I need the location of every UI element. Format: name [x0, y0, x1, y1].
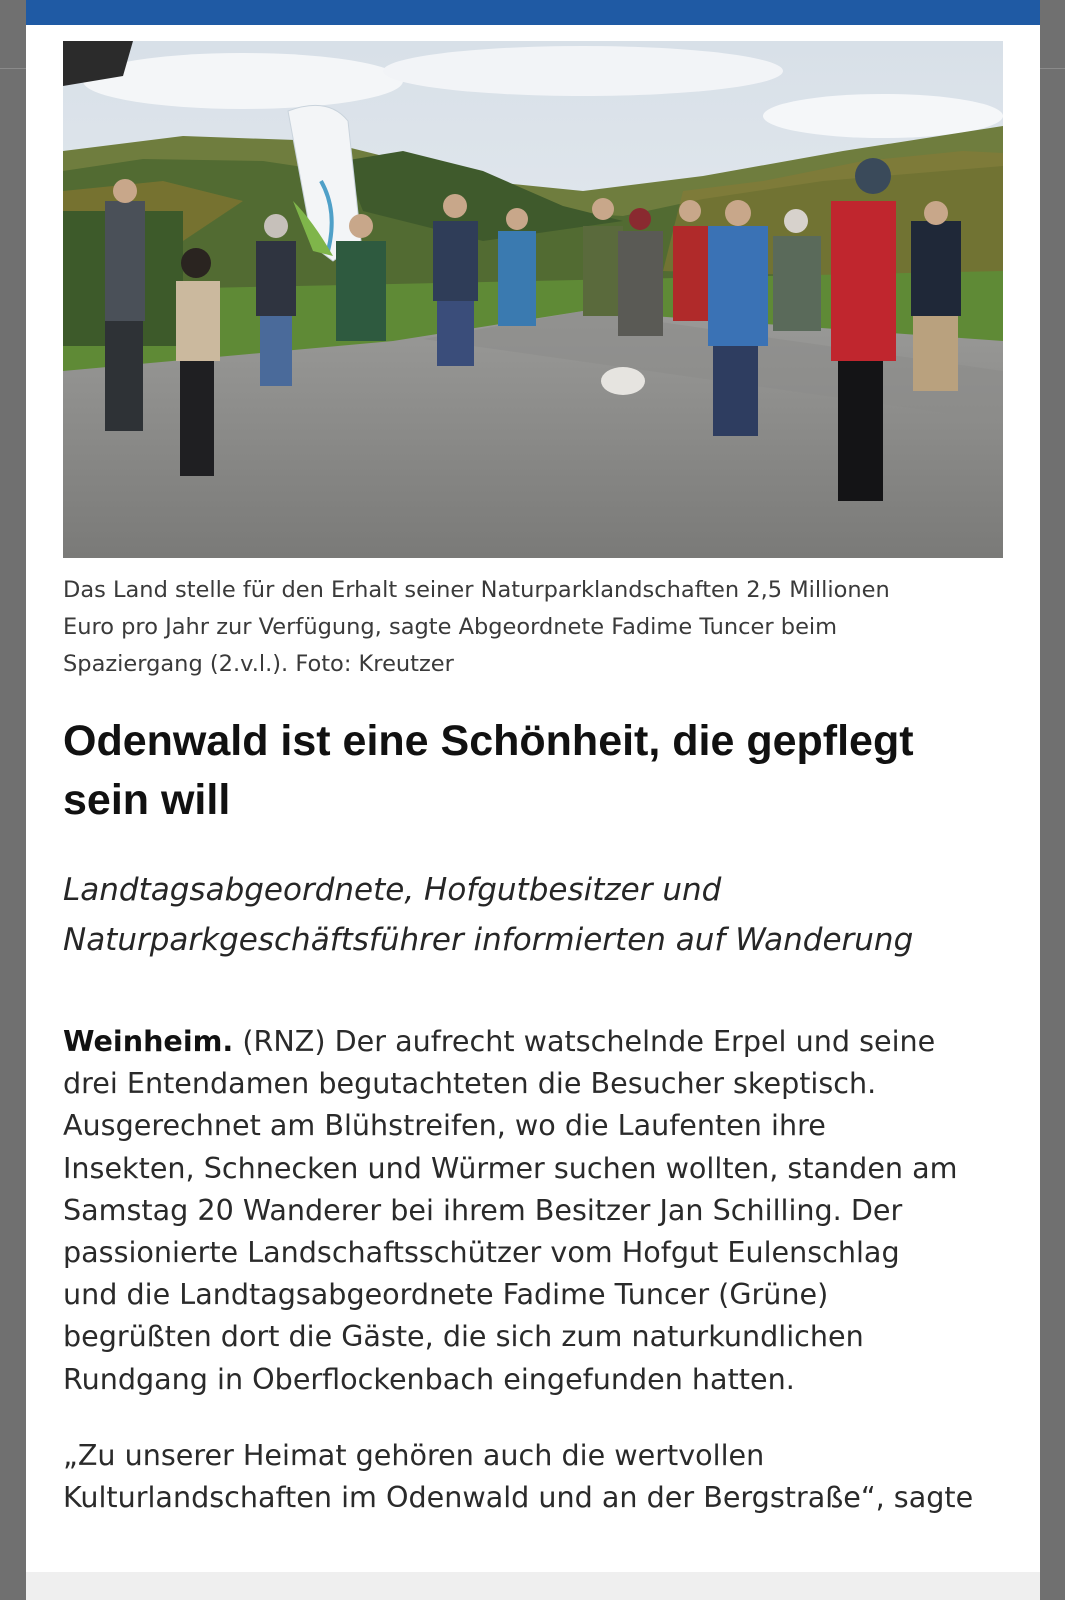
paragraph-line: begrüßten dort die Gäste, die sich zum naturkundlichen	[63, 1319, 864, 1354]
top-accent-bar	[26, 0, 1040, 25]
bottom-bar	[26, 1572, 1040, 1600]
caption-line: Das Land stelle für den Erhalt seiner Naturparklandschaften 2,5 Millionen	[63, 577, 890, 603]
paragraph-text: (RNZ) Der aufrecht watschelnde Erpel und seine	[233, 1024, 936, 1058]
article-card	[26, 0, 1040, 1600]
headline-line: sein will	[63, 776, 231, 824]
caption-line: Spaziergang (2.v.l.). Foto: Kreutzer	[63, 651, 454, 677]
paragraph-line: „Zu unserer Heimat gehören auch die wertvollen	[63, 1438, 765, 1472]
paragraph-line: Insekten, Schnecken und Würmer suchen wollten, standen am	[63, 1150, 958, 1185]
paragraph-line: Samstag 20 Wanderer bei ihrem Besitzer Jan Schilling. Der	[63, 1192, 903, 1227]
paragraph-line: drei Entendamen begutachteten die Besucher skeptisch.	[63, 1066, 877, 1101]
gutter-divider-right	[1040, 68, 1065, 69]
headline-line: Odenwald ist eine Schönheit, die gepflegt	[63, 717, 914, 765]
paragraph-line: Rundgang in Oberflockenbach eingefunden hatten.	[63, 1361, 795, 1396]
article-photo[interactable]	[63, 41, 1003, 558]
article-headline	[63, 712, 1003, 830]
paragraph-line: Ausgerechnet am Blühstreifen, wo die Laufenten ihre	[63, 1108, 826, 1143]
article-paragraph-2	[63, 1434, 1013, 1518]
photo-caption	[63, 572, 993, 683]
article-paragraph	[63, 1020, 1013, 1400]
paragraph-line: passionierte Landschaftsschützer vom Hofgut Eulenschlag	[63, 1235, 900, 1270]
subheadline-line: Landtagsabgeordnete, Hofgutbesitzer und	[63, 872, 722, 908]
dateline: Weinheim.	[63, 1024, 234, 1058]
caption-line: Euro pro Jahr zur Verfügung, sagte Abgeordnete Fadime Tuncer beim	[63, 614, 838, 640]
gutter-divider-left	[0, 68, 26, 69]
paragraph-line: und die Landtagsabgeordnete Fadime Tuncer (Grüne)	[63, 1277, 829, 1312]
paragraph-line	[63, 1020, 1013, 1062]
article-subheadline	[63, 865, 1003, 965]
paragraph-line: Kulturlandschaften im Odenwald und an der Bergstraße“, sagte	[63, 1480, 974, 1515]
subheadline-line: Naturparkgeschäftsführer informierten auf Wanderung	[63, 922, 914, 958]
